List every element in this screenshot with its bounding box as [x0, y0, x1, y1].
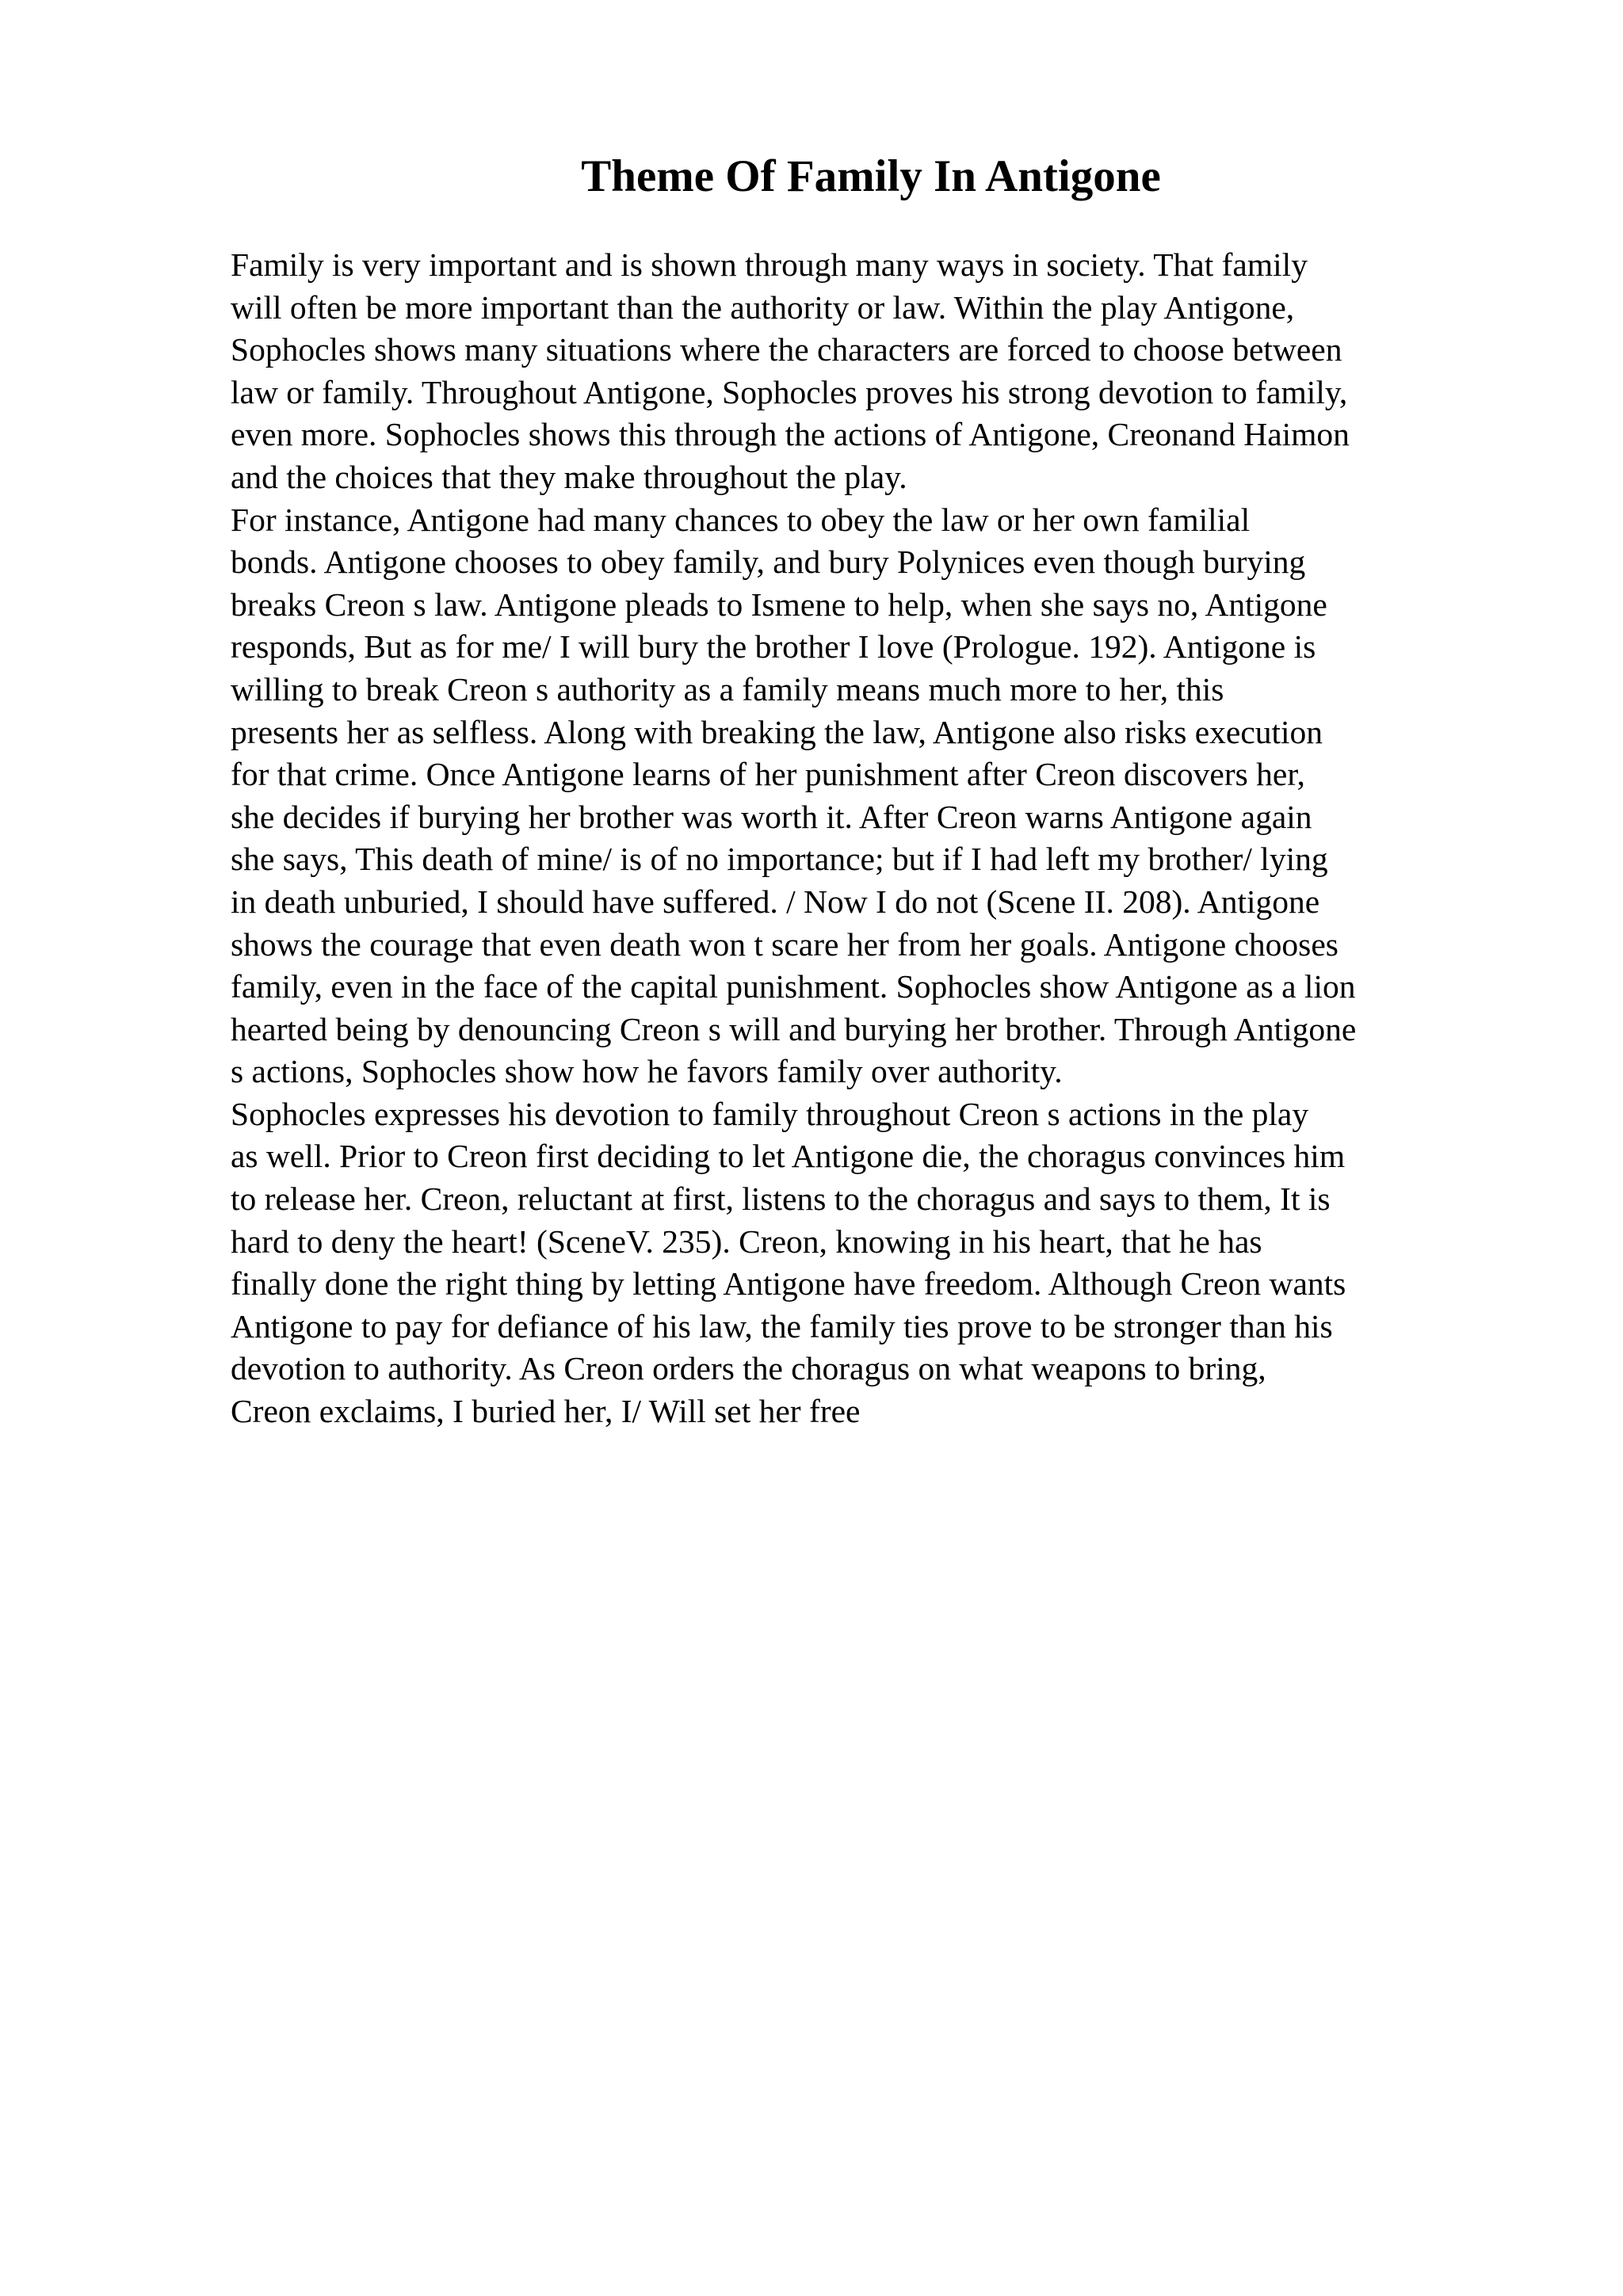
body-line: For instance, Antigone had many chances to obey the law or her own familial [231, 501, 1251, 538]
body-line: hard to deny the heart! (SceneV. 235). Creon, knowing in his heart, that he has [231, 1222, 1262, 1260]
body-line: and the choices that they make throughout the play. [231, 458, 907, 495]
body-line: law or family. Throughout Antigone, Sophocles proves his strong devotion to family, [231, 373, 1348, 410]
body-line: shows the courage that even death won t scare her from her goals. Antigone chooses [231, 925, 1338, 963]
body-line: breaks Creon s law. Antigone pleads to Ismene to help, when she says no, Antigone [231, 585, 1327, 623]
body-line: presents her as selfless. Along with breaking the law, Antigone also risks execution [231, 713, 1323, 750]
body-line: she decides if burying her brother was worth it. After Creon warns Antigone again [231, 798, 1312, 835]
body-line: willing to break Creon s authority as a family means much more to her, this [231, 670, 1224, 707]
body-line: she says, This death of mine/ is of no importance; but if I had left my brother/ lying [231, 841, 1328, 878]
body-line: even more. Sophocles shows this through the actions of Antigone, Creonand Haimon [231, 416, 1350, 453]
body-line: bonds. Antigone chooses to obey family, and bury Polynices even though burying [231, 543, 1306, 581]
body-line: family, even in the face of the capital punishment. Sophocles show Antigone as a lion [231, 968, 1356, 1005]
body-line: devotion to authority. As Creon orders the choragus on what weapons to bring, [231, 1350, 1266, 1387]
document-body [231, 244, 1514, 1433]
body-line: to release her. Creon, reluctant at first, listens to the choragus and says to them, It is [231, 1180, 1331, 1218]
body-line: s actions, Sophocles show how he favors family over authority. [231, 1053, 1063, 1090]
body-line: hearted being by denouncing Creon s will and burying her brother. Through Antigone [231, 1010, 1357, 1047]
body-line: finally done the right thing by letting Antigone have freedom. Although Creon wants [231, 1265, 1346, 1302]
body-line: Family is very important and is shown through many ways in society. That family [231, 246, 1308, 283]
body-line: will often be more important than the authority or law. Within the play Antigone, [231, 288, 1295, 326]
document-title: Theme Of Family In Antigone [581, 151, 1161, 201]
body-line: Sophocles expresses his devotion to family throughout Creon s actions in the play [231, 1095, 1309, 1132]
body-line: in death unburied, I should have suffered. / Now I do not (Scene II. 208). Antigone [231, 883, 1320, 920]
body-line: Creon exclaims, I buried her, I/ Will set her free [231, 1393, 861, 1430]
body-line: for that crime. Once Antigone learns of her punishment after Creon discovers her, [231, 756, 1305, 793]
body-line: Antigone to pay for defiance of his law, the family ties prove to be stronger than his [231, 1307, 1333, 1344]
body-line: as well. Prior to Creon first deciding to let Antigone die, the choragus convinces him [231, 1138, 1346, 1175]
body-line: Sophocles shows many situations where the characters are forced to choose between [231, 331, 1342, 368]
body-line: responds, But as for me/ I will bury the brother I love (Prologue. 192). Antigone is [231, 628, 1316, 666]
